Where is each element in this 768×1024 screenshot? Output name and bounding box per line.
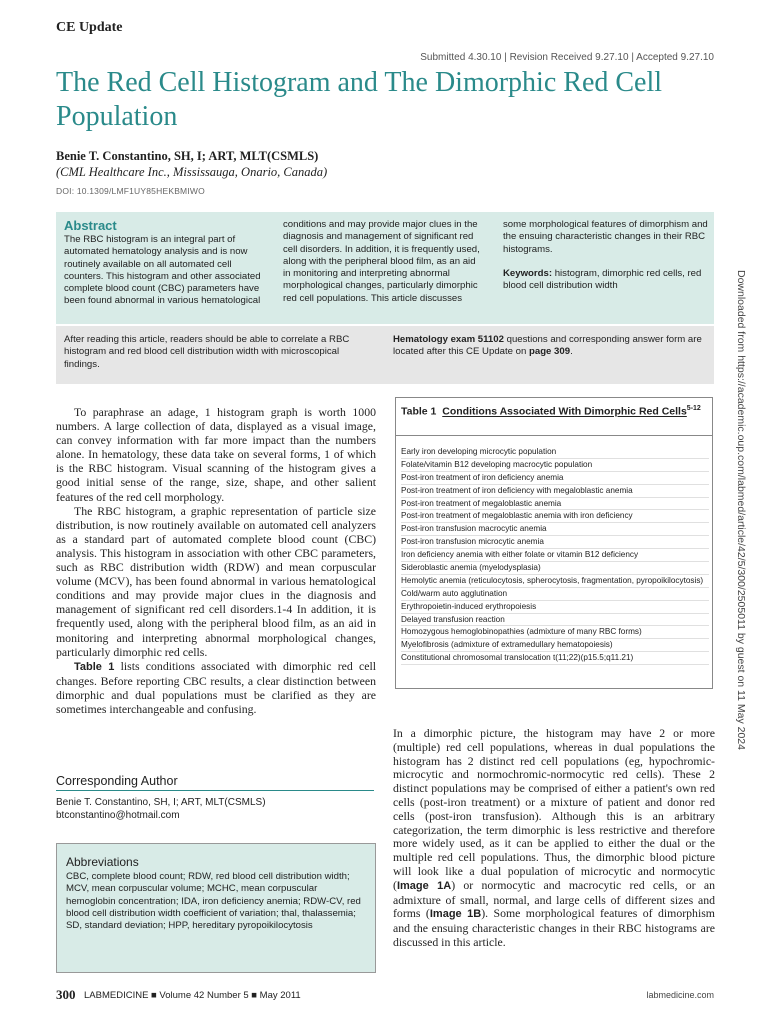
download-notice-text: Downloaded from https://academic.oup.com/labmed/article/42/5/300/2505011 by guest on 11 May 2024 xyxy=(735,270,747,750)
keywords: histogram, dimorphic red cells, red blood cell distribution width xyxy=(503,267,702,292)
table-row: Homozygous hemoglobinopathies (admixture of many RBC forms) xyxy=(401,626,709,639)
abstract-col-2: conditions and may provide major clues in the diagnosis and management of significant red cell disorders. In addition, it is frequently used, along with the peripheral blood film, as an aid in monitoring and interpreting abnormal morphological changes, particularly dimorphic red cell populations. This article discusses xyxy=(283,219,480,304)
exam-text: questions and corresponding answer form are located after this CE Update on xyxy=(393,334,702,358)
paragraph-3 xyxy=(56,659,376,716)
table-row: Post-iron transfusion macrocytic anemia xyxy=(401,523,709,536)
keywords-label: Keywords: xyxy=(503,267,553,279)
doi[interactable]: DOI: 10.1309/LMF1UY85HEKBMIWO xyxy=(56,186,205,196)
paragraph-3-text: lists conditions associated with dimorphic red cell changes. Before reporting CBC results, a clear distinction between dimorphic and dual populations must be clarified as they are sometimes interchangeable and confusing. xyxy=(56,658,377,716)
download-notice xyxy=(735,270,749,760)
exam-page[interactable]: page 309 xyxy=(529,346,571,358)
table-row: Early iron developing microcytic population xyxy=(401,446,709,459)
corresponding-name: Benie T. Constantino, SH, I; ART, MLT(CSMLS) xyxy=(56,797,266,808)
image-1a-ref[interactable]: Image 1A xyxy=(396,879,452,892)
section-label: CE Update xyxy=(56,20,123,35)
table-1-refs: 5-12 xyxy=(686,405,701,412)
paragraph-right-text-3: ). Some morphological features of dimorphism and the ensuing characteristic changes in their RBC histograms are discussed in this article. xyxy=(393,906,715,949)
paragraph-right xyxy=(393,727,715,950)
article-title: The Red Cell Histogram and The Dimorphic Red Cell Population xyxy=(56,67,663,132)
journal-url[interactable]: labmedicine.com xyxy=(646,990,714,1000)
abbreviations-heading: Abbreviations xyxy=(66,855,139,869)
table-row: Sideroblastic anemia (myelodysplasia) xyxy=(401,562,709,575)
exam-label: Hematology exam 51102 xyxy=(393,334,504,345)
table-row: Cold/warm auto agglutination xyxy=(401,588,709,601)
body-right-column xyxy=(393,727,715,950)
table-row: Post-iron treatment of megaloblastic anemia with iron deficiency xyxy=(401,510,709,523)
table-row: Post-iron transfusion microcytic anemia xyxy=(401,536,709,549)
body-left-column xyxy=(56,405,376,716)
paragraph-right-text-2: ) or normocytic and macrocytic red cells, or an admixture of small, normal, and large cells of different sizes and forms ( xyxy=(393,877,715,921)
journal-footer: LABMEDICINE ■ Volume 42 Number 5 ■ May 2011 xyxy=(84,990,301,1001)
exam-end: . xyxy=(570,346,573,358)
divider xyxy=(56,790,374,791)
table-row: Constitutional chromosomal translocation t(11;22)(p15.5;q11.21) xyxy=(401,652,709,665)
table-row: Myelofibrosis (admixture of extramedullary hematopoiesis) xyxy=(401,639,709,652)
table-row: Post-iron treatment of iron deficiency with megaloblastic anemia xyxy=(401,485,709,498)
paragraph-right-text-1: In a dimorphic picture, the histogram may have 2 or more (multiple) red cell populations, whereas in dual populations the histogram has 2 distinct red cell populations (eg, hypochromic-microcytic and normochromic-normocytic red cells). These 2 distinct populations may be comprised of either a patient's own red cells (post-iron treatment) or a mixture of patient and donor red cells (post-iron transfusion). Although this is an arbitrary categorization, the term dimorphic is less restrictive and therefore more widely used, as it can be applied to either the dual or the multiple red cell populations. Thus, the dimorphic blood picture will look like a dual population of microcytic and normocytic ( xyxy=(393,726,715,892)
table-1-rows xyxy=(401,446,709,665)
corresponding-email[interactable]: btconstantino@hotmail.com xyxy=(56,810,180,821)
learning-objectives: After reading this article, readers should be able to correlate a RBC histogram and red blood cell distribution width with microscopical findings. xyxy=(64,334,350,370)
author-line: Benie T. Constantino, SH, I; ART, MLT(CSMLS) xyxy=(56,149,319,163)
submission-dates: Submitted 4.30.10 | Revision Received 9.27.10 | Accepted 9.27.10 xyxy=(420,52,714,63)
exam-note xyxy=(393,334,703,359)
paragraph-2: The RBC histogram, a graphic representation of particle size distribution, is now routinely available on automated cell analyzers as a standard part of automated complete blood count (CBC) analysis. This histogram in association with other CBC parameters, such as RBC distribution width (RDW) and mean corpuscular volume (MCV), has been found abnormal in various hematological conditions and may provide major clues in the diagnosis and management of significant red cell disorders.1-4 In addition, it is frequently used, along with the peripheral blood film, as an aid in monitoring and interpreting abnormal morphological changes, particularly dimorphic red cells. xyxy=(56,503,376,659)
table-1-caption: Conditions Associated With Dimorphic Red Cells xyxy=(442,405,687,418)
table-row: Post-iron treatment of iron deficiency anemia xyxy=(401,472,709,485)
table-row: Erythropoietin-induced erythropoiesis xyxy=(401,601,709,614)
table-row: Delayed transfusion reaction xyxy=(401,614,709,627)
table-row: Folate/vitamin B12 developing macrocytic population xyxy=(401,459,709,472)
abstract-heading: Abstract xyxy=(64,218,117,233)
paragraph-1: To paraphrase an adage, 1 histogram graph is worth 1000 numbers. A large collection of data, displayed as a visual image, can convey information with far more impact than the numbers alone. In hematology, these data take on several forms, 1 of which is the RBC histogram. Visual scanning of the histogram gives a good initial sense of the range, size, shape, and other salient features of the red cell morphology. xyxy=(56,405,376,504)
table-1-title xyxy=(401,403,701,418)
affiliation: (CML Healthcare Inc., Mississauga, Onario, Canada) xyxy=(56,165,328,179)
table-row: Hemolytic anemia (reticulocytosis, spherocytosis, fragmentation, pyropoikilocytosis) xyxy=(401,575,709,588)
table-1-ref[interactable]: Table 1 xyxy=(74,660,115,673)
table-rule xyxy=(395,435,713,436)
image-1b-ref[interactable]: Image 1B xyxy=(429,908,482,921)
table-row: Post-iron treatment of megaloblastic anemia xyxy=(401,498,709,511)
corresponding-heading: Corresponding Author xyxy=(56,774,178,788)
table-row: Iron deficiency anemia with either folate or vitamin B12 deficiency xyxy=(401,549,709,562)
page-number: 300 xyxy=(56,987,76,1002)
abbreviations-text: CBC, complete blood count; RDW, red blood cell distribution width; MCV, mean corpuscular volume; MCHC, mean corpuscular hemoglobin concentration; IDA, iron deficiency anemia; RDW-CV, red blood cell distribution width coefficient of variation; thal, thalassemia; SD, standard deviation; HPP, hereditary pyropoikilocytosis xyxy=(66,871,361,932)
abstract-col-3-text: some morphological features of dimorphism and the ensuing characteristic changes in their RBC histograms. xyxy=(503,219,708,255)
table-1-label: Table 1 xyxy=(401,405,437,418)
abstract-col-1: The RBC histogram is an integral part of automated hematology analysis and is now routinely available on all automated cell counters. This histogram and other associated complete blood count (CBC) parameters have been found abnormal in various hematological xyxy=(64,234,261,307)
abstract-col-3 xyxy=(503,219,708,292)
